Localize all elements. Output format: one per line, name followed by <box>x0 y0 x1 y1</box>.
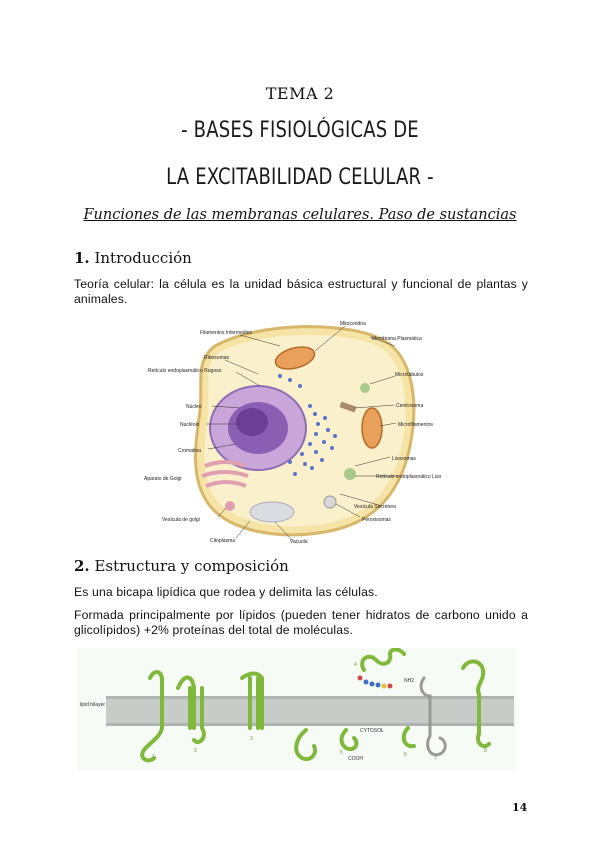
protein-number-1: 1 <box>152 754 155 760</box>
label-citoplasma: Citoplasma <box>210 538 236 544</box>
label-lisosomas: Lisosomas <box>392 456 416 462</box>
protein-number-6: 6 <box>404 752 407 758</box>
label-rel: Retículo endoplasmático Liso <box>376 474 442 480</box>
label-microfilamentos: Microfilamentos <box>398 422 434 428</box>
label-ribosomas: Ribosomas <box>204 355 230 361</box>
label-vesicula-secretora: Vesícula Secretora <box>354 504 396 510</box>
label-golgi: Aparato de Golgi <box>144 476 182 482</box>
section-1-heading <box>74 249 192 267</box>
protein-number-7: 7 <box>434 756 437 762</box>
label-filamentos: Filamentos Intermedios <box>200 330 252 336</box>
label-membrana: Membrana Plasmática <box>372 336 422 342</box>
cytosol-label: CYTOSOL <box>360 728 384 734</box>
title-line-1: - BASES FISIOLÓGICAS DE <box>181 118 419 143</box>
chapter-label: TEMA 2 <box>265 84 335 103</box>
lipid-bilayer-label: lipid bilayer <box>80 702 106 708</box>
label-cromatina: Cromatina <box>178 448 202 454</box>
protein-number-8: 8 <box>484 748 487 754</box>
label-peroxisomas: Peroxisomas <box>362 517 391 523</box>
section-2-number: 2. <box>74 557 90 575</box>
protein-number-2: 2 <box>194 748 197 754</box>
label-mitocondria: Mitocondria <box>340 321 366 327</box>
label-centrosoma: Centrosoma <box>396 403 424 409</box>
title-line-2: LA EXCITABILIDAD CELULAR - <box>166 165 434 190</box>
section-2-title: Estructura y composición <box>94 557 289 575</box>
protein-number-4: 4 <box>354 662 357 668</box>
label-vacuola: Vacuola <box>290 539 308 545</box>
section-1-number: 1. <box>74 249 90 267</box>
label-vesicula-golgi: Vesícula de golgi <box>162 517 200 523</box>
cooh-label: COOH <box>348 756 363 762</box>
cell-diagram <box>140 316 470 546</box>
subtitle: Funciones de las membranas celulares. Paso de sustancias <box>83 207 517 223</box>
section-1-text: Teoría celular: la célula es la unidad básica estructural y funcional de plantas y animales. <box>74 277 528 306</box>
protein-number-3: 3 <box>250 736 253 742</box>
membrane-proteins-diagram <box>78 648 516 770</box>
section-2-text-2: Formada principalmente por lípidos (pueden tener hidratos de carbono unido a glicolípidos) +2% proteínas del total de moléculas. <box>74 608 528 637</box>
label-microtubulos: Microtúbulos <box>395 372 424 378</box>
section-2-heading <box>74 557 289 575</box>
nh2-label: NH2 <box>404 678 415 684</box>
label-rer: Retículo endoplasmático Rugoso <box>148 368 222 374</box>
section-2-text-1: Es una bicapa lipídica que rodea y delimita las células. <box>74 585 378 599</box>
protein-number-5: 5 <box>340 750 343 756</box>
section-1-title: Introducción <box>94 249 192 267</box>
label-nucleo: Núcleo <box>186 404 202 410</box>
label-nucleolo: Nucléolo <box>180 422 200 428</box>
page-number: 14 <box>512 801 528 814</box>
